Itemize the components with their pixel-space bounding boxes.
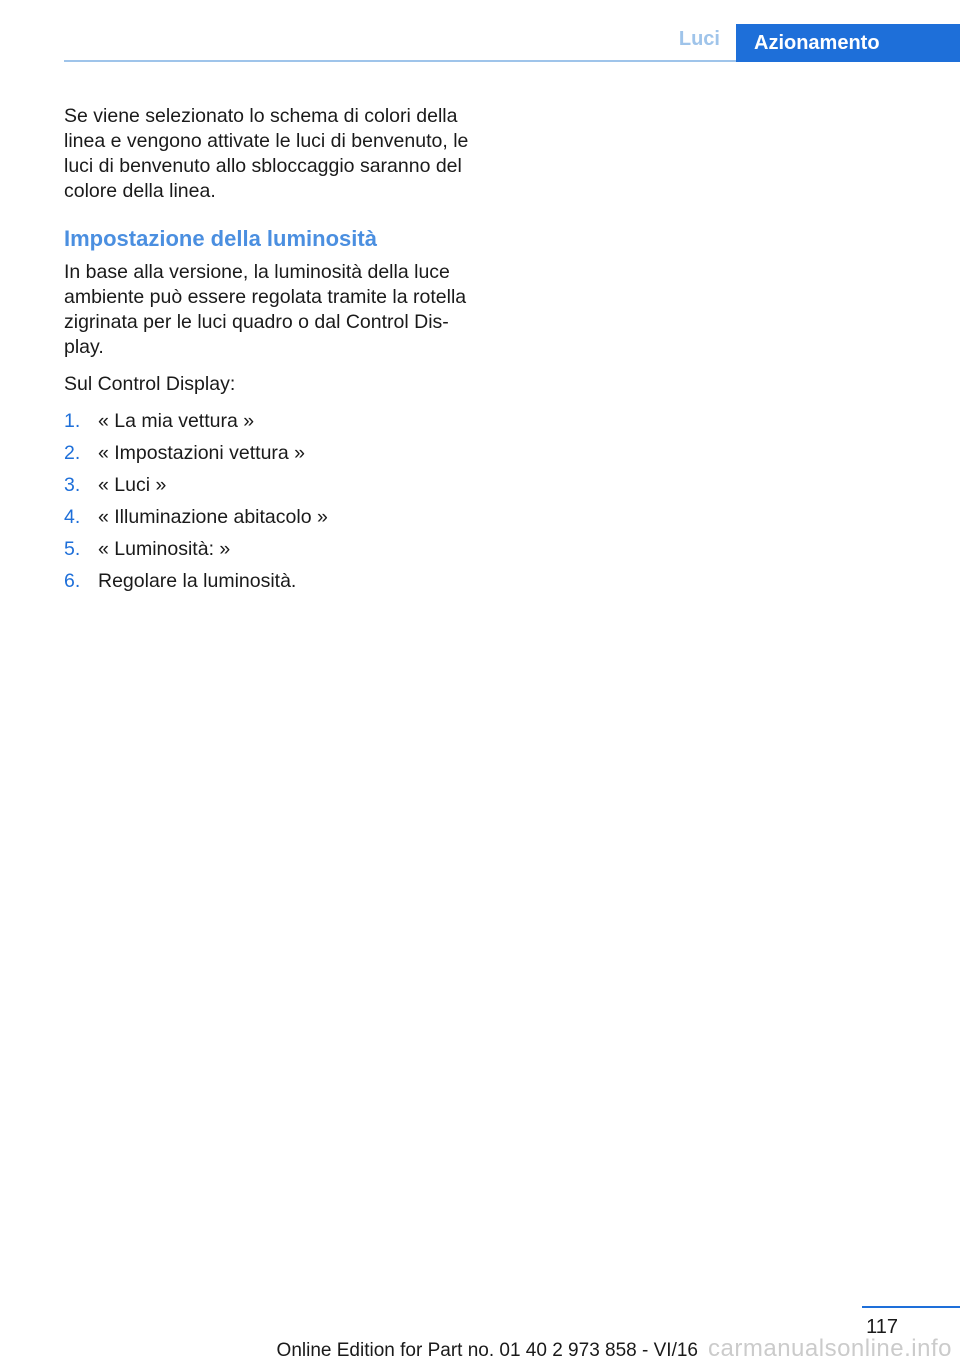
footer-edition-text: Online Edition for Part no. 01 40 2 973 858 - VI/16 <box>276 1340 698 1361</box>
list-item <box>64 537 484 562</box>
list-item <box>64 505 484 530</box>
step-number: 6. <box>64 570 81 592</box>
header-chapter-tab: Azionamento <box>736 24 960 62</box>
body-paragraph: In base alla versione, la luminosità della luce ambiente può essere regolata tramite la rotella zigrinata per le luci quadro o dal Control Dis‐ play. <box>64 261 467 358</box>
step-text: Regolare la luminosità. <box>98 570 297 592</box>
page-number: 117 <box>866 1316 898 1338</box>
steps-intro: Sul Control Display: <box>64 373 236 395</box>
step-text: « Illuminazione abitacolo » <box>98 506 328 528</box>
footer-rule <box>862 1306 960 1308</box>
list-item <box>64 441 484 466</box>
step-number: 4. <box>64 506 81 528</box>
list-item <box>64 473 484 498</box>
header-section-title: Luci <box>678 28 720 50</box>
step-text: « Impostazioni vettura » <box>98 442 306 464</box>
step-number: 1. <box>64 410 81 432</box>
section-heading: Impostazione della luminosità <box>64 226 377 251</box>
step-text: « Luci » <box>98 474 167 496</box>
steps-list <box>64 409 484 594</box>
step-number: 5. <box>64 538 81 560</box>
list-item <box>64 409 484 434</box>
intro-paragraph: Se viene selezionato lo schema di colori della linea e vengono attivate le luci di benvenuto, le luci di benvenuto allo sbloccaggio saranno del colore della linea. <box>64 105 469 202</box>
step-text: « La mia vettura » <box>98 410 255 432</box>
step-number: 3. <box>64 474 81 496</box>
page-content <box>64 104 484 601</box>
step-number: 2. <box>64 442 81 464</box>
list-item <box>64 569 484 594</box>
watermark-text: carmanualsonline.info <box>708 1335 952 1362</box>
step-text: « Luminosità: » <box>98 538 231 560</box>
